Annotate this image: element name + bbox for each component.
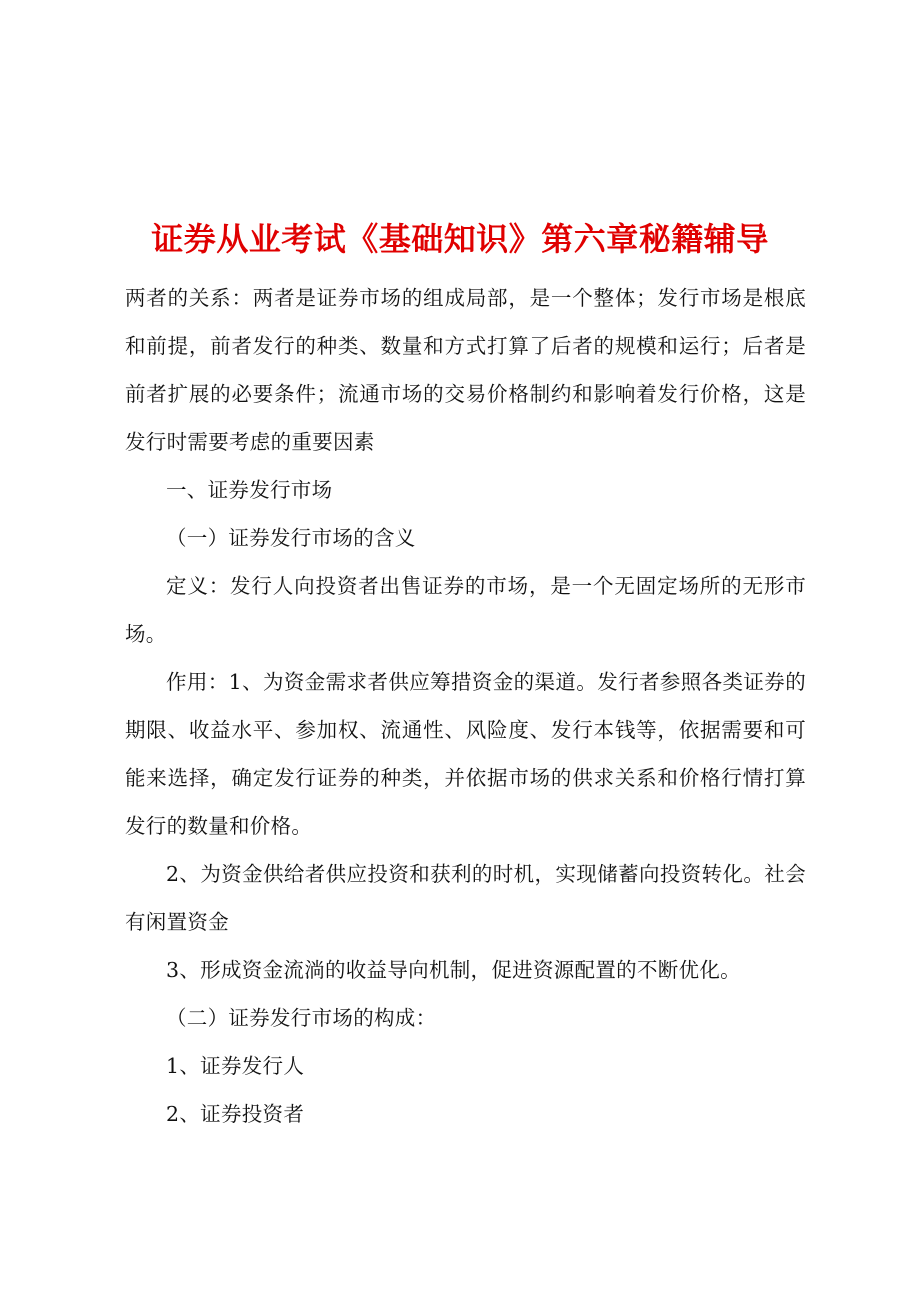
paragraph-function-2: 2、为资金供给者供应投资和获利的时机，实现储蓄向投资转化。社会有闲置资金 [125,862,806,934]
heading-issuance-market: 一、证券发行市场 [166,478,333,502]
paragraph-definition: 定义：发行人向投资者出售证券的市场，是一个无固定场所的无形市场。 [125,574,806,646]
document-title: 证券从业考试《基础知识》第六章秘籍辅导 [151,220,769,259]
subheading-composition: （二）证券发行市场的构成： [166,1006,437,1030]
paragraph-function-1: 作用：1、为资金需求者供应筹措资金的渠道。发行者参照各类证券的期限、收益水平、参加权、流通性、风险度、发行本钱等，依据需要和可能来选择，确定发行证券的种类，并依据市场的供求关系和价格行情打算发行的数量和价格。 [125,670,806,838]
paragraph-function-3: 3、形成资金流淌的收益导向机制，促进资源配置的不断优化。 [166,958,741,982]
document-body [125,274,806,1138]
paragraph-relationship: 两者的关系：两者是证券市场的组成局部，是一个整体；发行市场是根底和前提，前者发行的种类、数量和方式打算了后者的规模和运行；后者是前者扩展的必要条件；流通市场的交易价格制约和影响着发行价格，这是发行时需要考虑的重要因素 [125,286,806,454]
subheading-meaning: （一）证券发行市场的含义 [166,526,416,550]
list-item-issuer: 1、证券发行人 [166,1054,305,1078]
list-item-investor: 2、证券投资者 [166,1102,305,1126]
